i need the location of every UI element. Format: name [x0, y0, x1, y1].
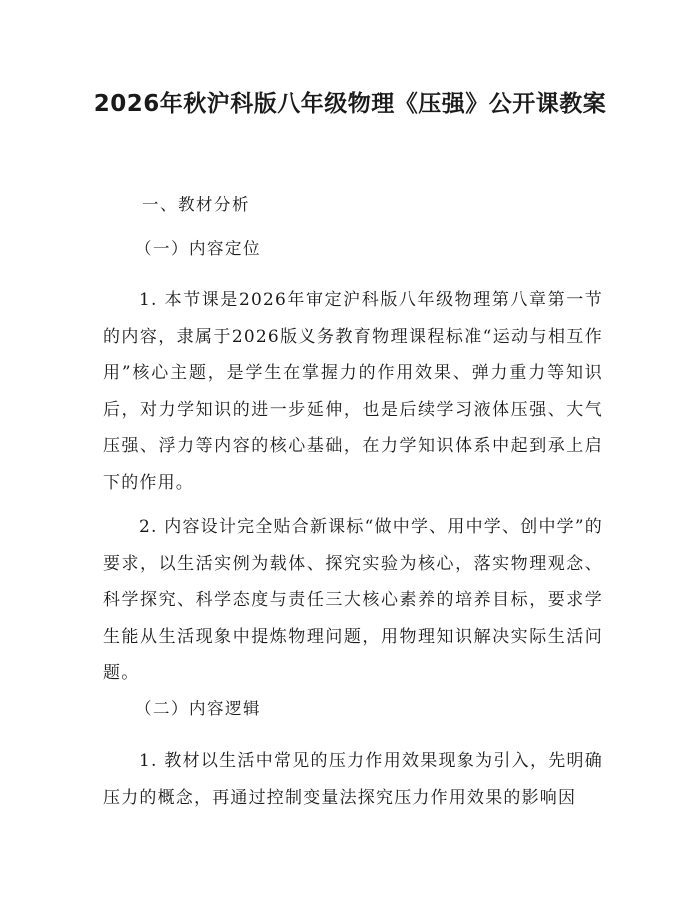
- document-title: 2026年秋沪科版八年级物理《压强》公开课教案: [93, 91, 607, 117]
- paragraph-1: 1. 本节课是2026年审定沪科版八年级物理第八章第一节的内容，隶属于2026版义务教育物理课程标准“运动与相互作用”核心主题，是学生在掌握力的作用效果、弹力重力等知识后，对力学知识的进一步延伸，也是后续学习液体压强、大气压强、浮力等内容的核心基础，在力学知识体系中起到承上启下的作用。: [103, 290, 603, 493]
- paragraph-2: 2. 内容设计完全贴合新课标“做中学、用中学、创中学”的要求，以生活实例为载体、探究实验为核心，落实物理观念、科学探究、科学态度与责任三大核心素养的培养目标，要求学生能从生活现象中提炼物理问题，用物理知识解决实际生活问题。: [103, 517, 603, 683]
- paragraph-3: 1. 教材以生活中常见的压力作用效果现象为引入，先明确压力的概念，再通过控制变量法探究压力作用效果的影响因: [103, 751, 603, 808]
- subsection-heading-content-logic: （二）内容逻辑: [135, 699, 261, 718]
- subsection-heading-content-positioning: （一）内容定位: [135, 239, 261, 258]
- section-heading-textbook-analysis: 一、教材分析: [142, 195, 250, 214]
